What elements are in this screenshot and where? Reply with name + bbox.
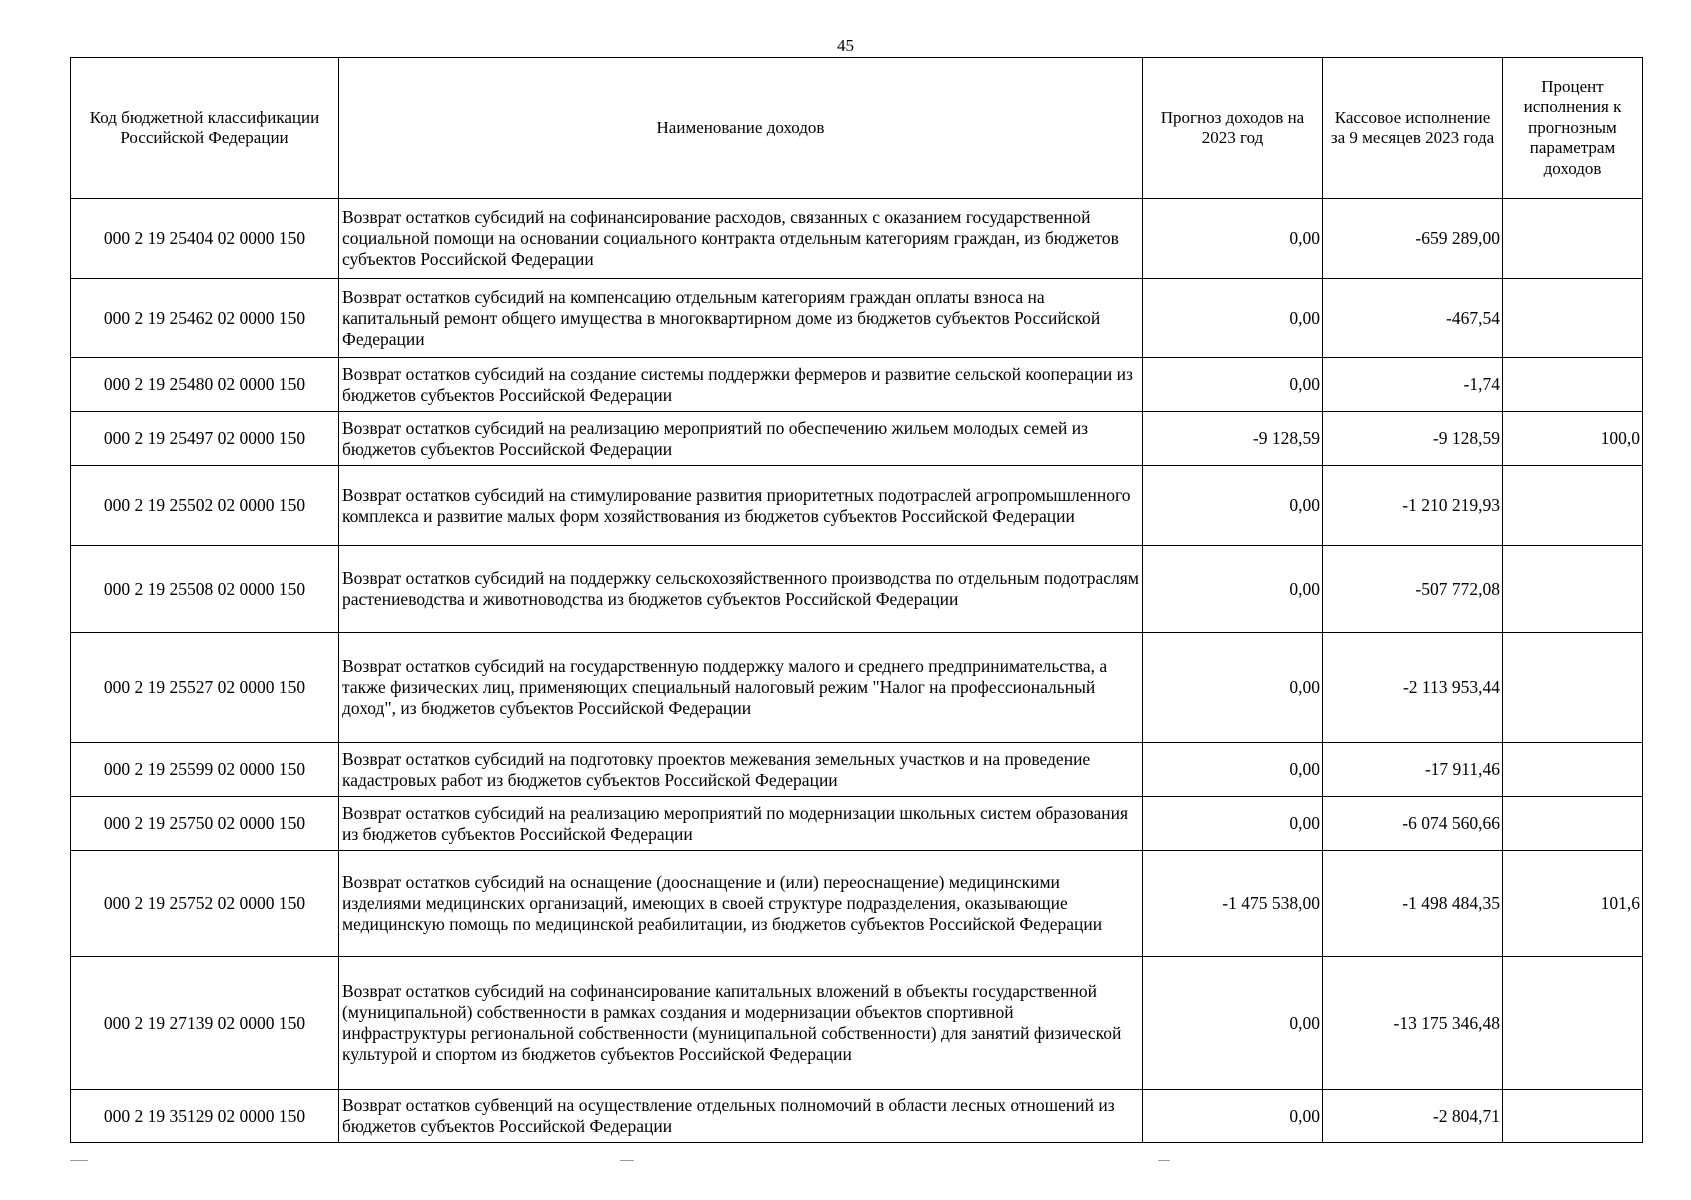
scan-artifact-line: [620, 1160, 634, 1161]
header-forecast: Прогноз доходов на 2023 год: [1143, 58, 1323, 199]
row-execution: -467,54: [1323, 279, 1503, 358]
row-forecast: -1 475 538,00: [1143, 851, 1323, 957]
row-name: Возврат остатков субсидий на софинансирование капитальных вложений в объекты государственной (муниципальной) собственности в рамках создания и модернизации объектов спортивной инфраструктуры региональной собственности (муниципальной собственности) для занятий физической культурой и спортом из бюджетов субъектов Российской Федерации: [339, 957, 1143, 1090]
row-name: Возврат остатков субсидий на создание системы поддержки фермеров и развитие сельской кооперации из бюджетов субъектов Российской Федерации: [339, 358, 1143, 412]
table-row: [71, 546, 1643, 633]
row-forecast: 0,00: [1143, 1090, 1323, 1143]
row-name: Возврат остатков субсидий на государственную поддержку малого и среднего предпринимательства, а также физических лиц, применяющих специальный налоговый режим "Налог на профессиональный доход", из бюджетов субъектов Российской Федерации: [339, 633, 1143, 743]
row-code: 000 2 19 25527 02 0000 150: [71, 633, 339, 743]
row-name: Возврат остатков субсидий на стимулирование развития приоритетных подотраслей агропромышленного комплекса и развитие малых форм хозяйствования из бюджетов субъектов Российской Федерации: [339, 466, 1143, 546]
row-execution: -2 113 953,44: [1323, 633, 1503, 743]
header-percent: Процент исполнения к прогнозным параметрам доходов: [1503, 58, 1643, 199]
row-execution: -9 128,59: [1323, 412, 1503, 466]
header-code: Код бюджетной классификации Российской Федерации: [71, 58, 339, 199]
row-percent: [1503, 199, 1643, 279]
row-percent: [1503, 1090, 1643, 1143]
header-execution: Кассовое исполнение за 9 месяцев 2023 года: [1323, 58, 1503, 199]
table-row: [71, 633, 1643, 743]
row-code: 000 2 19 25750 02 0000 150: [71, 797, 339, 851]
table-row: [71, 279, 1643, 358]
row-percent: [1503, 546, 1643, 633]
row-percent: [1503, 633, 1643, 743]
row-percent: [1503, 358, 1643, 412]
table-row: [71, 358, 1643, 412]
row-forecast: 0,00: [1143, 199, 1323, 279]
row-name: Возврат остатков субсидий на реализацию мероприятий по модернизации школьных систем образования из бюджетов субъектов Российской Федерации: [339, 797, 1143, 851]
row-execution: -1 498 484,35: [1323, 851, 1503, 957]
row-execution: -13 175 346,48: [1323, 957, 1503, 1090]
row-execution: -17 911,46: [1323, 743, 1503, 797]
row-execution: -2 804,71: [1323, 1090, 1503, 1143]
row-forecast: 0,00: [1143, 797, 1323, 851]
row-forecast: 0,00: [1143, 358, 1323, 412]
row-forecast: 0,00: [1143, 466, 1323, 546]
table-row: [71, 743, 1643, 797]
row-percent: [1503, 797, 1643, 851]
row-percent: [1503, 279, 1643, 358]
scan-artifact-line: [70, 1160, 88, 1161]
row-name: Возврат остатков субсидий на компенсацию отдельным категориям граждан оплаты взноса на капитальный ремонт общего имущества в многоквартирном доме из бюджетов субъектов Российской Федерации: [339, 279, 1143, 358]
row-name: Возврат остатков субсидий на софинансирование расходов, связанных с оказанием государственной социальной помощи на основании социального контракта отдельным категориям граждан, из бюджетов субъектов Российской Федерации: [339, 199, 1143, 279]
row-percent: [1503, 957, 1643, 1090]
header-name: Наименование доходов: [339, 58, 1143, 199]
table-row: [71, 412, 1643, 466]
row-percent: [1503, 466, 1643, 546]
table-row: [71, 957, 1643, 1090]
table-row: [71, 797, 1643, 851]
scan-artifact-line: [1158, 1160, 1170, 1161]
row-percent: 100,0: [1503, 412, 1643, 466]
budget-revenue-table: [70, 57, 1643, 1143]
row-execution: -1 210 219,93: [1323, 466, 1503, 546]
row-code: 000 2 19 25480 02 0000 150: [71, 358, 339, 412]
row-code: 000 2 19 25497 02 0000 150: [71, 412, 339, 466]
row-code: 000 2 19 27139 02 0000 150: [71, 957, 339, 1090]
row-execution: -6 074 560,66: [1323, 797, 1503, 851]
row-name: Возврат остатков субвенций на осуществление отдельных полномочий в области лесных отношений из бюджетов субъектов Российской Федерации: [339, 1090, 1143, 1143]
row-name: Возврат остатков субсидий на оснащение (дооснащение и (или) переоснащение) медицинскими изделиями медицинских организаций, имеющих в своей структуре подразделения, оказывающие медицинскую помощь по медицинской реабилитации, из бюджетов субъектов Российской Федерации: [339, 851, 1143, 957]
row-name: Возврат остатков субсидий на поддержку сельскохозяйственного производства по отдельным подотраслям растениеводства и животноводства из бюджетов субъектов Российской Федерации: [339, 546, 1143, 633]
row-forecast: 0,00: [1143, 957, 1323, 1090]
row-code: 000 2 19 35129 02 0000 150: [71, 1090, 339, 1143]
row-code: 000 2 19 25599 02 0000 150: [71, 743, 339, 797]
row-code: 000 2 19 25508 02 0000 150: [71, 546, 339, 633]
row-code: 000 2 19 25404 02 0000 150: [71, 199, 339, 279]
row-forecast: 0,00: [1143, 546, 1323, 633]
row-name: Возврат остатков субсидий на подготовку проектов межевания земельных участков и на проведение кадастровых работ из бюджетов субъектов Российской Федерации: [339, 743, 1143, 797]
row-percent: [1503, 743, 1643, 797]
row-forecast: 0,00: [1143, 279, 1323, 358]
row-execution: -507 772,08: [1323, 546, 1503, 633]
page-number: 45: [837, 36, 854, 55]
table-header-row: [71, 58, 1643, 199]
row-code: 000 2 19 25502 02 0000 150: [71, 466, 339, 546]
row-name: Возврат остатков субсидий на реализацию мероприятий по обеспечению жильем молодых семей из бюджетов субъектов Российской Федерации: [339, 412, 1143, 466]
row-execution: -1,74: [1323, 358, 1503, 412]
table-row: [71, 851, 1643, 957]
table-row: [71, 466, 1643, 546]
table-row: [71, 199, 1643, 279]
row-percent: 101,6: [1503, 851, 1643, 957]
row-forecast: 0,00: [1143, 743, 1323, 797]
row-code: 000 2 19 25462 02 0000 150: [71, 279, 339, 358]
table-row: [71, 1090, 1643, 1143]
row-forecast: -9 128,59: [1143, 412, 1323, 466]
row-code: 000 2 19 25752 02 0000 150: [71, 851, 339, 957]
row-execution: -659 289,00: [1323, 199, 1503, 279]
row-forecast: 0,00: [1143, 633, 1323, 743]
